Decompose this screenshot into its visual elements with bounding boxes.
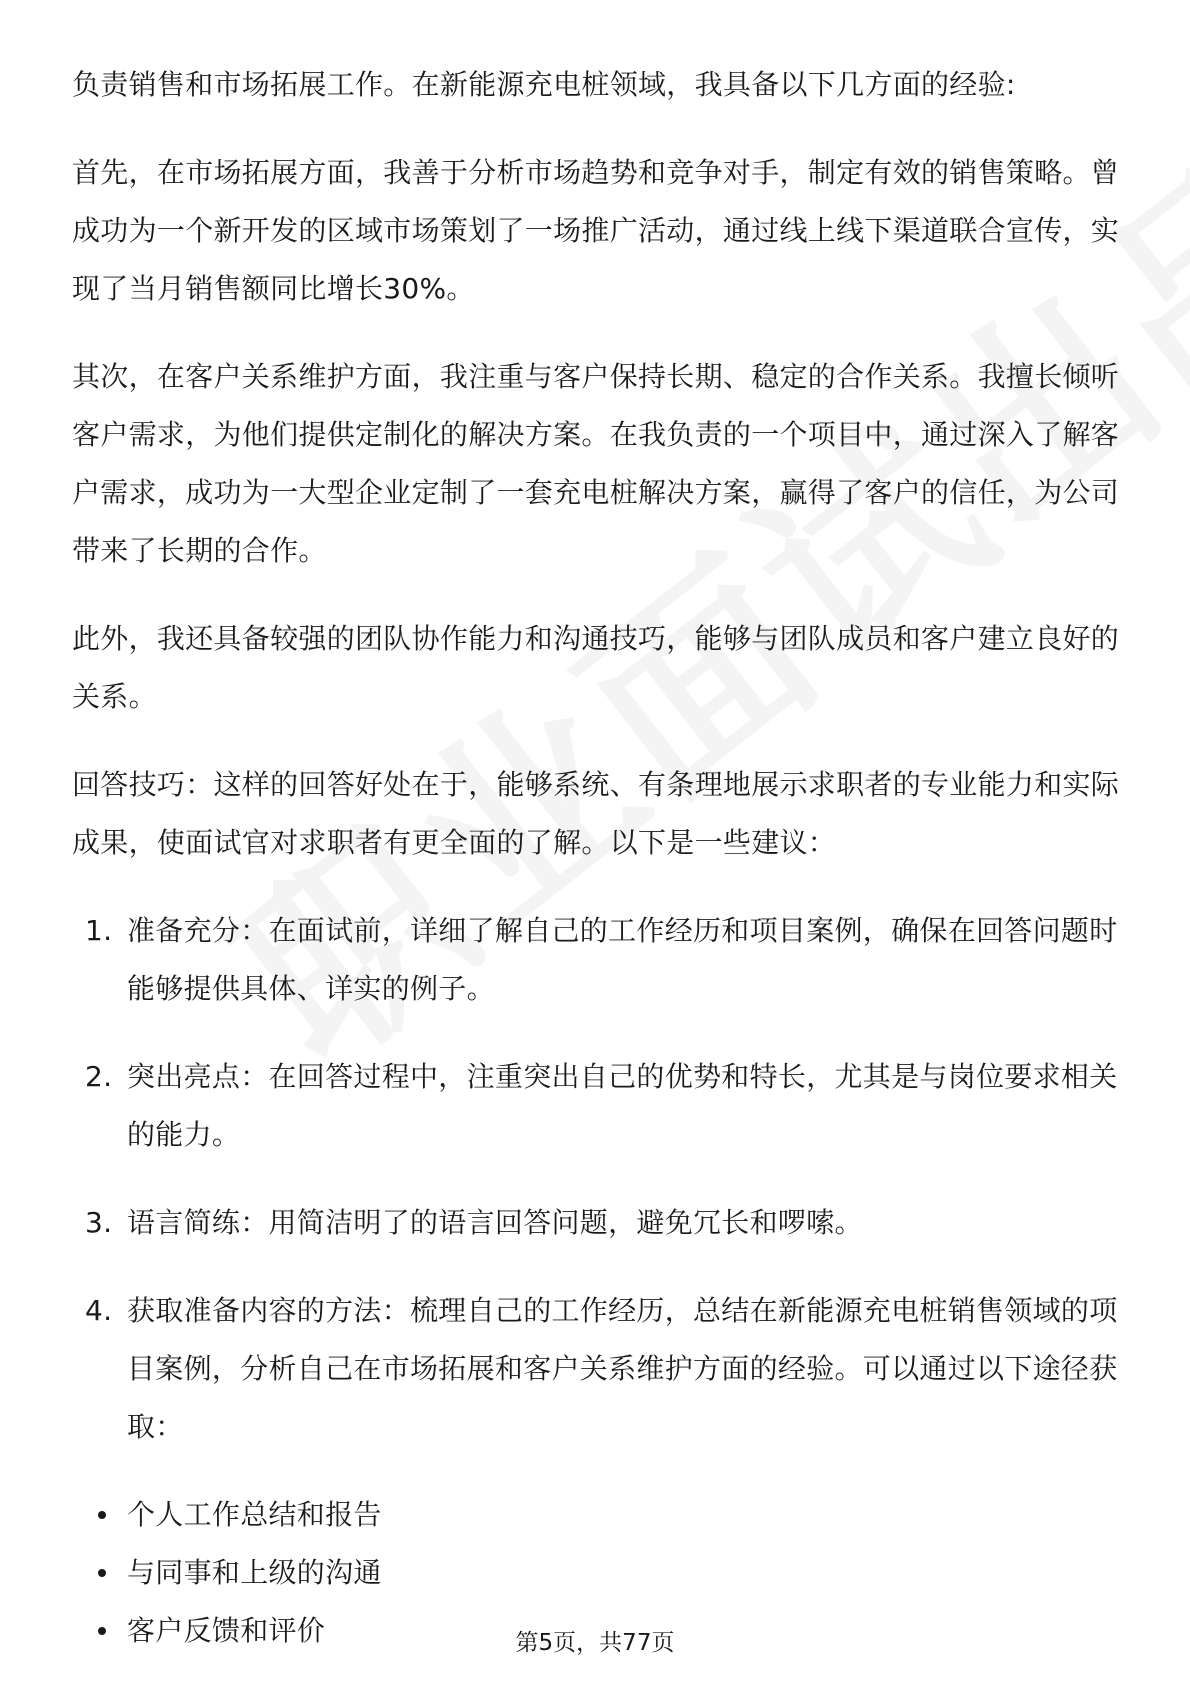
list-item-number: 3. (85, 1206, 113, 1239)
bullet-dot-icon (98, 1511, 106, 1519)
list-item-number: 1. (85, 914, 113, 947)
list-item-number: 2. (85, 1060, 113, 1093)
bullet-item-text: 与同事和上级的沟通 (127, 1556, 382, 1589)
paragraph-teamwork: 此外，我还具备较强的团队协作能力和沟通技巧，能够与团队成员和客户建立良好的关系。 (72, 622, 1120, 713)
paragraph-market-expansion: 首先，在市场拓展方面，我善于分析市场趋势和竞争对手，制定有效的销售策略。曾成功为一个新开发的区域市场策划了一场推广活动，通过线上线下渠道联合宣传，实现了当月销售额同比增长30%。 (72, 156, 1120, 305)
list-item (72, 1282, 1122, 1456)
paragraph-answer-tips: 回答技巧：这样的回答好处在于，能够系统、有条理地展示求职者的专业能力和实际成果，使面试官对求职者有更全面的了解。以下是一些建议： (72, 768, 1120, 859)
list-item-text: 语言简练：用简洁明了的语言回答问题，避免冗长和啰嗦。 (127, 1206, 863, 1239)
bullet-item (72, 1544, 1122, 1602)
list-item-text: 获取准备内容的方法：梳理自己的工作经历，总结在新能源充电桩销售领域的项目案例，分析自己在市场拓展和客户关系维护方面的经验。可以通过以下途径获取： (127, 1294, 1118, 1443)
list-item (72, 902, 1122, 1018)
bullet-item-text: 个人工作总结和报告 (127, 1498, 382, 1531)
paragraph-customer-relations: 其次，在客户关系维护方面，我注重与客户保持长期、稳定的合作关系。我擅长倾听客户需求，为他们提供定制化的解决方案。在我负责的一个项目中，通过深入了解客户需求，成功为一大型企业定制了一套充电桩解决方案，赢得了客户的信任，为公司带来了长期的合作。 (72, 360, 1120, 567)
tips-list (72, 902, 1122, 1456)
list-item-text: 突出亮点：在回答过程中，注重突出自己的优势和特长，尤其是与岗位要求相关的能力。 (127, 1060, 1118, 1151)
list-item (72, 1194, 1122, 1252)
bullet-item (72, 1486, 1122, 1544)
list-item-text: 准备充分：在面试前，详细了解自己的工作经历和项目案例，确保在回答问题时能够提供具体、详实的例子。 (127, 914, 1118, 1005)
paragraph-intro: 负责销售和市场拓展工作。在新能源充电桩领域，我具备以下几方面的经验: (72, 68, 1016, 101)
list-item-number: 4. (85, 1294, 113, 1327)
bullet-dot-icon (98, 1569, 106, 1577)
page-number-footer: 第5页，共77页 (515, 1630, 675, 1656)
document-body (72, 56, 1122, 1660)
list-item (72, 1048, 1122, 1164)
bullet-item-text: 客户反馈和评价 (127, 1614, 326, 1647)
